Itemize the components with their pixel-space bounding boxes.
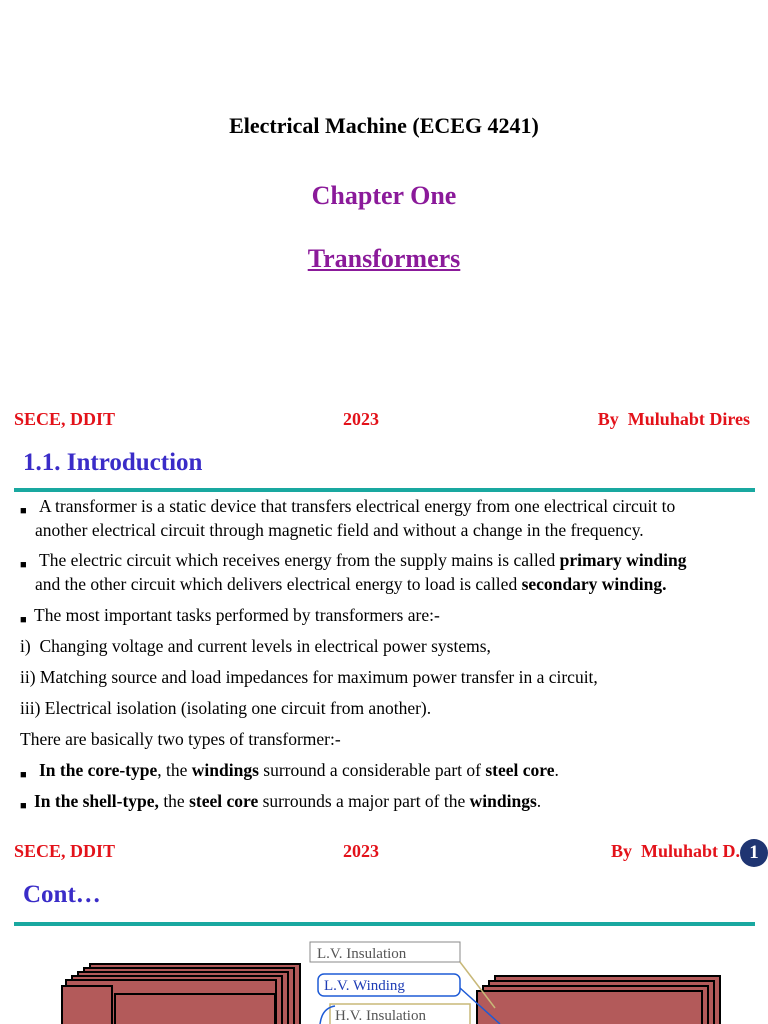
footer-right: By Muluhabt D. xyxy=(610,841,740,861)
chapter-title: Chapter One xyxy=(311,181,457,210)
bullet-icon: ■ xyxy=(20,800,27,812)
bullet-windings xyxy=(20,548,760,603)
bullet-text: In the core-type, the windings surround a considerable part of steel core. xyxy=(39,760,559,780)
lv-winding-text: L.V. Winding xyxy=(324,978,405,994)
bullet-icon: ■ xyxy=(20,559,27,571)
bullet-shell-type xyxy=(20,789,760,820)
footer-center: 2023 xyxy=(343,409,379,429)
task-item-3: iii) Electrical isolation (isolating one circuit from another). xyxy=(20,698,432,718)
bullet-text: In the shell-type, the steel core surrounds a major part of the windings. xyxy=(34,791,542,811)
cont-heading: Cont… xyxy=(23,881,101,908)
types-intro: There are basically two types of transformer:- xyxy=(20,729,341,749)
task-item-2: ii) Matching source and load impedances for maximum power transfer in a circuit, xyxy=(20,667,598,687)
intro-body xyxy=(20,494,760,820)
bullet-icon: ■ xyxy=(20,769,27,781)
core-stack-right xyxy=(477,976,720,1024)
page-number-badge: 1 xyxy=(740,839,768,867)
lv-insulation-text: L.V. Insulation xyxy=(317,946,407,962)
hv-insulation-text: H.V. Insulation xyxy=(335,1008,426,1024)
bullet-core-type xyxy=(20,758,760,789)
label-hv-insulation xyxy=(320,1004,470,1024)
heading-rule xyxy=(14,488,755,492)
task-item-1: i) Changing voltage and current levels in electrical power systems, xyxy=(20,636,491,656)
section-heading: 1.1. Introduction xyxy=(23,449,203,476)
heading-rule xyxy=(14,922,755,926)
bullet-text-cont: and the other circuit which delivers electrical energy to load is called secondary winding. xyxy=(35,574,667,594)
footer-center: 2023 xyxy=(343,841,379,861)
footer-left: SECE, DDIT xyxy=(14,841,116,861)
footer-left: SECE, DDIT xyxy=(14,409,116,429)
core-stack-left xyxy=(62,964,300,1024)
topic-title: Transformers xyxy=(307,244,461,273)
bullet-text: A transformer is a static device that transfers electrical energy from one electrical circuit to xyxy=(39,496,676,516)
footer-right: By Muluhabt Dires xyxy=(597,409,750,429)
bullet-tasks xyxy=(20,603,760,634)
transformer-diagram xyxy=(0,928,768,1024)
bullet-text: The electric circuit which receives energy from the supply mains is called primary winding xyxy=(39,550,687,570)
bullet-definition xyxy=(20,494,760,542)
course-title: Electrical Machine (ECEG 4241) xyxy=(229,113,539,138)
bullet-icon: ■ xyxy=(20,505,27,517)
bullet-text-cont: another electrical circuit through magnetic field and without a change in the frequency. xyxy=(35,520,644,540)
bullet-text: The most important tasks performed by transformers are:- xyxy=(34,605,440,625)
bullet-icon: ■ xyxy=(20,614,27,626)
